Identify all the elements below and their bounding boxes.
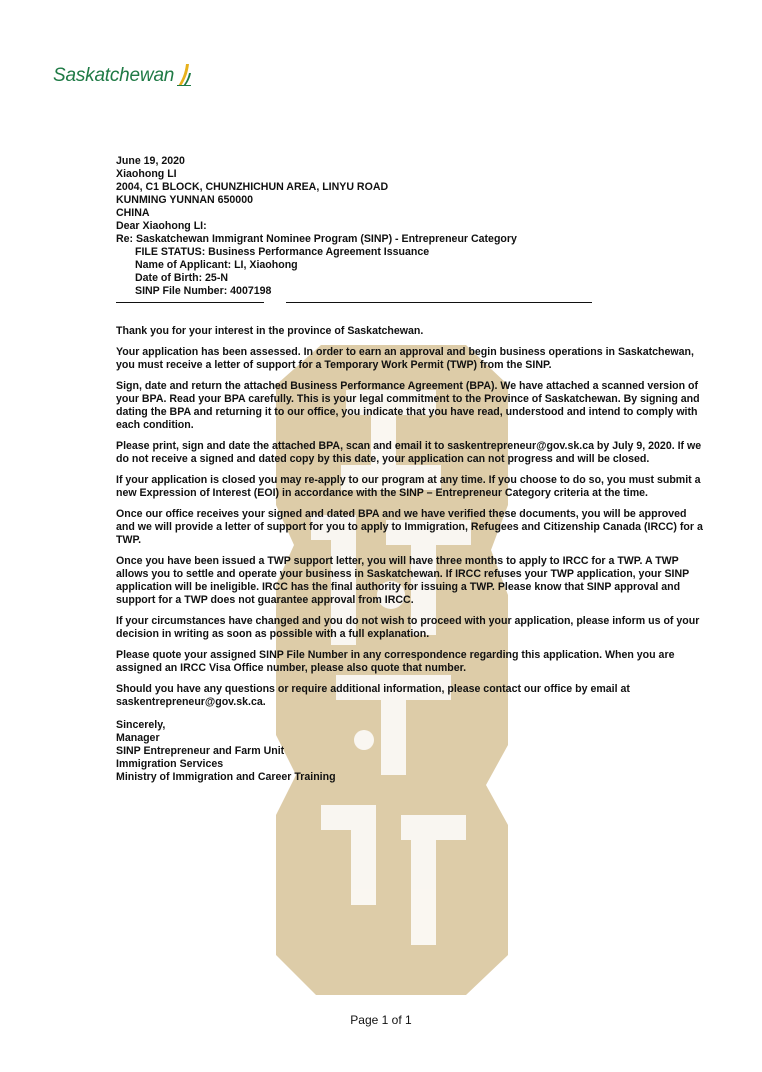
wheat-icon xyxy=(176,63,192,87)
page-number: Page 1 of 1 xyxy=(350,1013,412,1027)
signature-line: Manager xyxy=(116,732,160,744)
date-of-birth: Date of Birth: 25-N xyxy=(135,272,228,284)
closing: Sincerely, xyxy=(116,719,166,731)
separator-rule xyxy=(116,298,706,312)
signature-block xyxy=(116,732,706,784)
re-subject: Re: Saskatchewan Immigrant Nominee Program (SINP) - Entrepreneur Category xyxy=(116,233,517,245)
paragraph: Your application has been assessed. In order to earn an approval and begin business operations in Saskatchewan, you must receive a letter of support for a Temporary Work Permit (TWP) from the SINP. xyxy=(116,346,694,371)
saskatchewan-logo xyxy=(53,63,192,87)
paragraph: Once you have been issued a TWP support letter, you will have three months to apply to IRCC for a TWP. A TWP allows you to settle and operate your business in Saskatchewan. If IRCC refuses your TWP application, your SINP application will be ineligible. IRCC has the final authority for issuing a TWP. Please know that SINP approval and support for a TWP does not guarantee approval from IRCC. xyxy=(116,555,689,606)
address-line: Xiaohong LI xyxy=(116,168,177,180)
address-line: CHINA xyxy=(116,207,150,219)
letter-body xyxy=(116,155,706,784)
signature-line: Immigration Services xyxy=(116,758,224,770)
paragraph: Thank you for your interest in the province of Saskatchewan. xyxy=(116,325,424,337)
salutation: Dear Xiaohong LI: xyxy=(116,220,207,232)
recipient-address xyxy=(116,168,706,220)
signature-line: SINP Entrepreneur and Farm Unit xyxy=(116,745,285,757)
logo-wordmark: Saskatchewan xyxy=(53,65,175,86)
address-line: 2004, C1 BLOCK, CHUNZHICHUN AREA, LINYU ROAD xyxy=(116,181,389,193)
paragraph: If your circumstances have changed and you do not wish to proceed with your application, please inform us of your decision in writing as soon as possible with a full explanation. xyxy=(116,615,700,640)
paragraph: If your application is closed you may re-apply to our program at any time. If you choose to do so, you must submit a new Expression of Interest (EOI) in accordance with the SINP – Entrepreneur Category criteria at the time. xyxy=(116,474,701,499)
paragraph: Please print, sign and date the attached BPA, scan and email it to saskentrepreneur@gov.sk.ca by July 9, 2020. If we do not receive a signed and dated copy by this date, your application can not progress and will be closed. xyxy=(116,440,702,465)
paragraph: Please quote your assigned SINP File Number in any correspondence regarding this application. When you are assigned an IRCC Visa Office number, please also quote that number. xyxy=(116,649,675,674)
rule-segment xyxy=(286,302,592,303)
paragraph: Sign, date and return the attached Business Performance Agreement (BPA). We have attached a scanned version of your BPA. Read your BPA carefully. This is your legal commitment to the Province of Saskatchewan. By signing and dating the BPA and returning it to our office, you indicate that you have read, understood and intend to comply with each condition. xyxy=(116,380,700,431)
letter-date: June 19, 2020 xyxy=(116,155,185,167)
signature-line: Ministry of Immigration and Career Training xyxy=(116,771,336,783)
address-line: KUNMING YUNNAN 650000 xyxy=(116,194,253,206)
re-block xyxy=(116,233,706,312)
applicant-name: Name of Applicant: LI, Xiaohong xyxy=(135,259,298,271)
rule-segment xyxy=(116,302,264,303)
paragraph: Should you have any questions or require additional information, please contact our office by email at saskentrepreneur@gov.sk.ca. xyxy=(116,683,630,708)
file-status: FILE STATUS: Business Performance Agreement Issuance xyxy=(135,246,430,258)
file-number: SINP File Number: 4007198 xyxy=(135,285,272,297)
paragraph: Once our office receives your signed and dated BPA and we have verified these documents, you will be approved and we will provide a letter of support for you to apply to Immigration, Refugees and Citizenship Canada (IRCC) for a TWP. xyxy=(116,508,703,546)
